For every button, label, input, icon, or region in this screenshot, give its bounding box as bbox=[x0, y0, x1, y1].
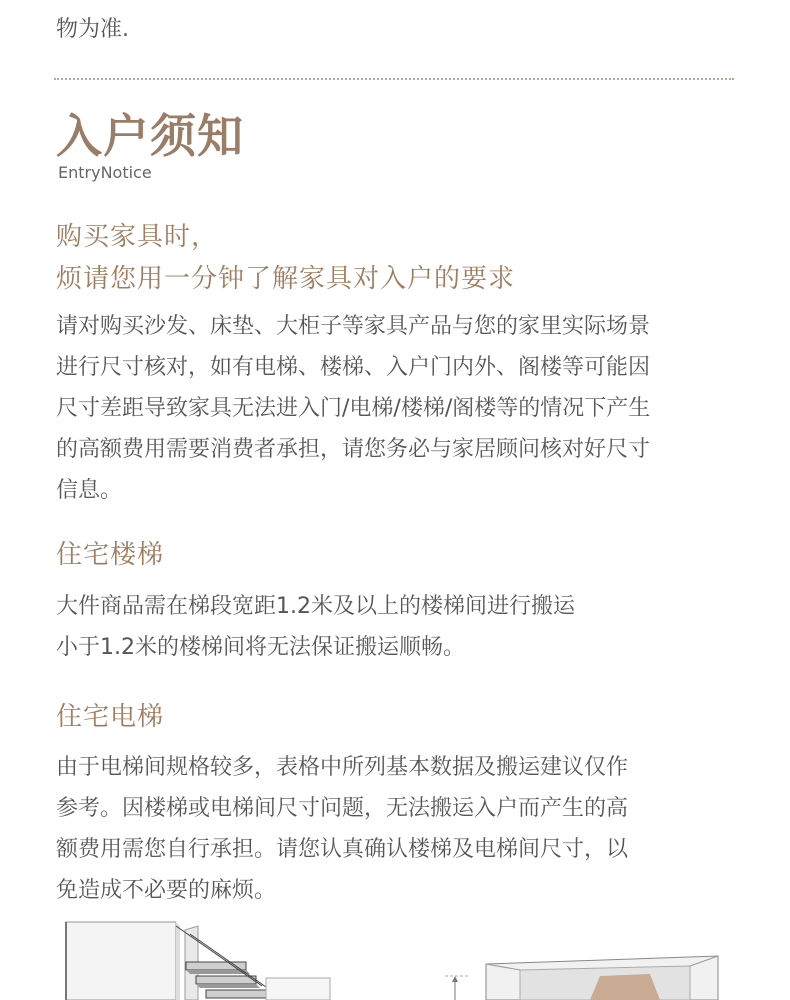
paragraph-line: 的高额费用需要消费者承担，请您务必与家居顾问核对好尺寸 bbox=[56, 437, 651, 462]
stairs-paragraph bbox=[56, 586, 756, 668]
paragraph-line: 额费用需您自行承担。请您认真确认楼梯及电梯间尺寸，以 bbox=[56, 837, 629, 862]
paragraph-line: 大件商品需在梯段宽距1.2米及以上的楼梯间进行搬运 bbox=[56, 594, 575, 619]
paragraph-line: 参考。因楼梯或电梯间尺寸问题，无法搬运入户而产生的高 bbox=[56, 796, 629, 821]
top-tail-text: 物为准. bbox=[56, 17, 129, 42]
paragraph-line: 请对购买沙发、床垫、大柜子等家具产品与您的家里实际场景 bbox=[56, 314, 651, 339]
section-subtitle: EntryNotice bbox=[58, 163, 152, 182]
stairs-heading: 住宅楼梯 bbox=[56, 540, 165, 570]
elevator-heading: 住宅电梯 bbox=[56, 702, 165, 732]
paragraph-line: 小于1.2米的楼梯间将无法保证搬运顺畅。 bbox=[56, 635, 465, 660]
paragraph-line: 信息。 bbox=[56, 478, 123, 503]
headline-line-1: 购买家具时， bbox=[56, 222, 219, 252]
elevator-illustration bbox=[445, 956, 718, 1000]
stairs-elevator-illustration bbox=[0, 912, 790, 1000]
paragraph-line: 尺寸差距导致家具无法进入门/电梯/楼梯/阁楼等的情况下产生 bbox=[56, 396, 651, 421]
dotted-divider bbox=[54, 78, 734, 80]
section-title: 入户须知 bbox=[56, 109, 244, 163]
intro-paragraph bbox=[56, 306, 756, 511]
paragraph-line: 免造成不必要的麻烦。 bbox=[56, 878, 277, 903]
paragraph-line: 进行尺寸核对，如有电梯、楼梯、入户门内外、阁楼等可能因 bbox=[56, 355, 651, 380]
stairwell-illustration bbox=[66, 922, 330, 1000]
elevator-paragraph bbox=[56, 747, 756, 911]
paragraph-line: 由于电梯间规格较多，表格中所列基本数据及搬运建议仅作 bbox=[56, 755, 629, 780]
headline-line-2: 烦请您用一分钟了解家具对入户的要求 bbox=[56, 264, 516, 294]
